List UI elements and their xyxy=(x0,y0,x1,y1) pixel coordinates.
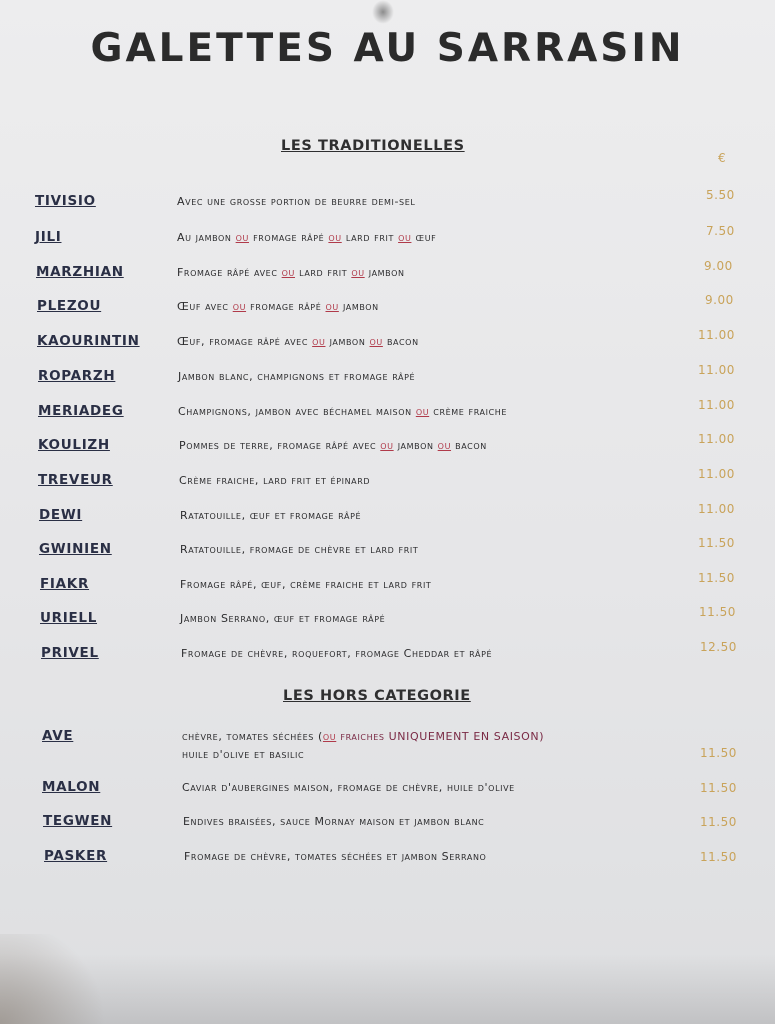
item-description xyxy=(180,543,418,556)
menu-item xyxy=(0,259,775,284)
or-connector: ou xyxy=(328,231,342,244)
item-price: 11.50 xyxy=(700,781,737,795)
item-description xyxy=(180,612,385,625)
or-connector: ou xyxy=(398,231,412,244)
or-connector: ou xyxy=(232,300,247,313)
item-price: 11.00 xyxy=(698,328,735,342)
or-connector: ou xyxy=(415,405,430,418)
description-text: Jambon Serrano, œuf et fromage râpé xyxy=(180,612,386,625)
menu-title: GALETTES AU SARRASIN xyxy=(90,26,685,71)
description-text: jambon xyxy=(364,266,405,279)
pin-shadow xyxy=(372,0,394,24)
item-description xyxy=(182,781,515,794)
description-text: Œuf avec xyxy=(177,300,233,313)
item-name: URIELL xyxy=(40,610,98,626)
corner-shadow xyxy=(0,934,120,1024)
item-description xyxy=(177,335,419,348)
item-name: KOULIZH xyxy=(38,437,110,453)
item-price: 7.50 xyxy=(706,224,735,238)
item-description-line2: huile d'olive et basilic xyxy=(182,748,305,761)
menu-item xyxy=(0,467,775,492)
or-connector: ou xyxy=(351,266,365,279)
item-name: PRIVEL xyxy=(41,645,99,661)
item-price: 11.00 xyxy=(698,363,735,377)
menu-item xyxy=(0,293,775,318)
menu-item xyxy=(0,224,775,249)
item-description xyxy=(180,578,431,591)
description-text: Ratatouille, œuf et fromage râpé xyxy=(180,509,362,522)
item-description xyxy=(181,647,492,660)
description-text: jambon xyxy=(325,335,370,348)
description-text: œuf xyxy=(411,231,437,244)
item-price: 11.50 xyxy=(700,746,737,760)
description-text: Endives braisées, sauce Mornay maison et jambon blanc xyxy=(183,815,485,828)
item-name: PLEZOU xyxy=(37,298,102,314)
menu-item xyxy=(0,188,775,213)
or-connector: ou xyxy=(369,335,383,348)
seasonal-note: fraiches UNIQUEMENT EN SAISON) xyxy=(336,730,545,743)
description-text: jambon xyxy=(393,439,438,452)
item-description xyxy=(177,231,436,244)
item-price: 11.00 xyxy=(698,502,735,516)
item-description xyxy=(184,850,486,863)
description-text: bacon xyxy=(451,439,487,452)
description-text: Champignons, jambon avec béchamel maison xyxy=(178,405,416,418)
item-name: GWINIEN xyxy=(39,541,112,557)
description-text: bacon xyxy=(382,335,419,348)
item-description xyxy=(179,474,370,487)
item-price: 11.50 xyxy=(700,850,737,864)
item-name: JILI xyxy=(35,229,62,245)
item-description xyxy=(177,195,415,208)
menu-item xyxy=(0,328,775,353)
description-text: Fromage râpé, œuf, crème fraiche et lard frit xyxy=(180,578,432,591)
item-description xyxy=(180,509,361,522)
item-description xyxy=(179,439,487,452)
or-connector: ou xyxy=(380,439,394,452)
or-connector: ou xyxy=(437,439,452,452)
or-connector: ou xyxy=(325,300,339,313)
menu-item xyxy=(0,850,775,868)
description-text: Caviar d'aubergines maison, fromage de chèvre, huile d'olive xyxy=(182,781,515,794)
item-name: MARZHIAN xyxy=(36,264,124,280)
item-name: AVE xyxy=(42,728,74,744)
menu-item xyxy=(0,640,775,665)
menu-item xyxy=(0,536,775,561)
menu-item xyxy=(0,815,775,833)
description-text: Crème fraiche, lard frit et épinard xyxy=(179,474,371,487)
item-price: 5.50 xyxy=(706,188,735,202)
description-text: Pommes de terre, fromage râpé avec xyxy=(179,439,381,452)
item-description xyxy=(177,300,379,313)
description-text: Ratatouille, fromage de chèvre et lard frit xyxy=(180,543,419,556)
item-name: ROPARZH xyxy=(38,368,116,384)
description-text: Au jambon xyxy=(177,231,236,244)
item-name: TREVEUR xyxy=(38,472,113,488)
description-text: fromage râpé xyxy=(248,231,329,244)
item-name: MALON xyxy=(42,779,101,795)
description-text: Fromage râpé avec xyxy=(177,266,282,279)
or-connector: ou xyxy=(235,231,249,244)
description-text: jambon xyxy=(338,300,379,313)
menu-item xyxy=(0,781,775,799)
item-description xyxy=(183,815,484,828)
description-text: Avec une grosse portion de beurre demi-sel xyxy=(177,195,416,208)
item-price: 11.00 xyxy=(698,432,735,446)
description-text: fromage râpé xyxy=(246,300,326,313)
item-price: 11.50 xyxy=(698,536,735,550)
item-price: 9.00 xyxy=(705,293,734,307)
item-description xyxy=(178,405,507,418)
description-text: Fromage de chèvre, tomates séchées et jambon Serrano xyxy=(184,850,487,863)
description-text: crème fraiche xyxy=(429,405,508,418)
item-name: DEWI xyxy=(39,507,83,523)
item-description xyxy=(177,266,405,279)
item-name: FIAKR xyxy=(40,576,90,592)
item-name: TIVISIO xyxy=(35,193,96,209)
item-name: PASKER xyxy=(44,848,108,864)
item-price: 11.50 xyxy=(699,605,736,619)
item-name: TEGWEN xyxy=(43,813,113,829)
item-price: 11.50 xyxy=(698,571,735,585)
menu-item xyxy=(0,605,775,630)
menu-item xyxy=(0,571,775,596)
item-price: 12.50 xyxy=(700,640,737,654)
description-text: lard frit xyxy=(294,266,352,279)
section-heading-traditionelles: LES TRADITIONELLES xyxy=(281,138,465,154)
item-name: KAOURINTIN xyxy=(37,333,140,349)
menu-item xyxy=(0,728,775,761)
description-text: Fromage de chèvre, roquefort, fromage Cheddar et râpé xyxy=(181,647,493,660)
or-connector: ou xyxy=(281,266,295,279)
description-text: Jambon blanc, champignons et fromage râpé xyxy=(178,370,416,383)
item-price: 9.00 xyxy=(704,259,733,273)
item-price: 11.00 xyxy=(698,467,735,481)
menu-item xyxy=(0,363,775,388)
item-price: 11.50 xyxy=(700,815,737,829)
description-text: Œuf, fromage râpé avec xyxy=(177,335,313,348)
item-price: 11.00 xyxy=(698,398,735,412)
description-text: lard frit xyxy=(341,231,399,244)
menu-item xyxy=(0,502,775,527)
item-name: MERIADEG xyxy=(38,403,124,419)
description-text: chèvre, tomates séchées ( xyxy=(182,730,323,743)
or-connector: ou xyxy=(322,730,337,743)
item-description xyxy=(178,370,415,383)
or-connector: ou xyxy=(312,335,326,348)
item-description xyxy=(182,730,544,743)
menu-item xyxy=(0,432,775,457)
section-heading-hors-categorie: LES HORS CATEGORIE xyxy=(283,688,471,704)
currency-symbol: € xyxy=(718,151,726,165)
menu-item xyxy=(0,398,775,423)
